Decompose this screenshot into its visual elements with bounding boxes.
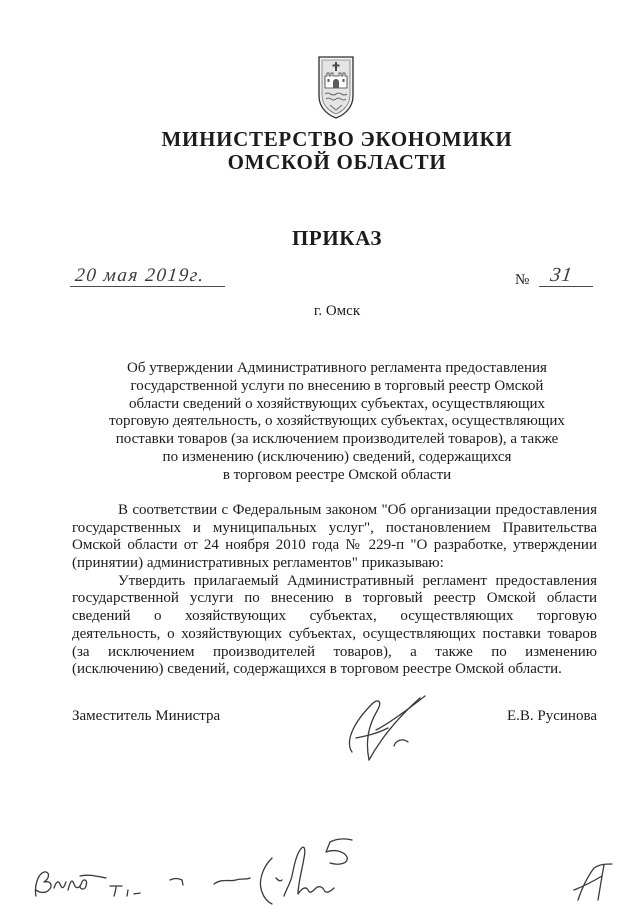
body-line: (за исключением производителей товаров), а также по изменению bbox=[72, 643, 597, 660]
initials-mark bbox=[214, 878, 250, 884]
date-underline bbox=[70, 286, 225, 287]
body-line: государственных и муниципальных услуг", постановлением Правительства bbox=[72, 519, 597, 536]
initials-mark bbox=[35, 872, 51, 896]
body-line: сведений о хозяйствующих субъектах, осуществляющих торговую bbox=[72, 608, 597, 625]
initials-mark bbox=[54, 882, 66, 888]
body-line: деятельность, о хозяйствующих субъектах, осуществляющих поставки товаров bbox=[72, 625, 597, 642]
initials-mark bbox=[80, 875, 106, 878]
handwritten-signature bbox=[336, 688, 428, 768]
coat-of-arms-icon bbox=[316, 54, 356, 120]
ministry-name-line-2: ОМСКОЙ ОБЛАСТИ bbox=[227, 150, 447, 174]
document-city: г. Омск bbox=[313, 303, 361, 319]
ministry-name-line-1: МИНИСТЕРСТВО ЭКОНОМИКИ bbox=[161, 127, 513, 151]
initials-mark bbox=[110, 886, 140, 896]
title-line: торговую деятельность, о хозяйствующих субъектах, осуществляющих bbox=[109, 413, 565, 430]
signature-stroke bbox=[394, 740, 408, 746]
initials-mark bbox=[284, 847, 334, 896]
body-line: (исключению) сведений, содержащихся в торговом реестре Омской области. bbox=[72, 661, 562, 678]
signatory-position: Заместитель Министра bbox=[72, 708, 221, 724]
signature-stroke bbox=[376, 696, 425, 730]
document-type-title: ПРИКАЗ bbox=[291, 226, 383, 250]
initials-mark bbox=[326, 839, 352, 864]
order-body bbox=[72, 502, 597, 679]
title-line: Об утверждении Административного регламента предоставления bbox=[127, 360, 547, 376]
body-line: (принятии) административных регламентов" приказываю: bbox=[72, 555, 444, 572]
title-line: поставки товаров (за исключением производителей товаров), а также bbox=[115, 431, 559, 448]
body-line: Утвердить прилагаемый Административный регламент предоставления bbox=[118, 572, 597, 589]
initials-mark bbox=[276, 878, 282, 881]
document-number: 31 bbox=[549, 264, 575, 286]
fortress-gate bbox=[333, 79, 339, 88]
title-line: государственной услуги по внесению в торговый реестр Омской bbox=[130, 377, 544, 394]
body-paragraph-2 bbox=[72, 573, 597, 679]
body-line: В соответствии с Федеральным законом "Об организации предоставления bbox=[118, 502, 597, 518]
body-line: государственной услуги по внесению в торговый реестр Омской области bbox=[72, 590, 597, 607]
document-number-label: № bbox=[515, 272, 530, 288]
signature-stroke bbox=[356, 728, 388, 738]
initials-mark bbox=[170, 879, 183, 886]
signature-stroke bbox=[349, 701, 379, 760]
title-line: в торговом реестре Омской области bbox=[222, 466, 452, 483]
signature-block bbox=[72, 708, 597, 726]
bottom-handwritten-marks bbox=[0, 830, 640, 905]
title-line: области сведений о хозяйствующих субъектах, осуществляющих bbox=[128, 395, 546, 412]
initials-mark bbox=[574, 864, 612, 900]
body-paragraph-1 bbox=[72, 502, 597, 573]
document-date: 20 мая 2019г. bbox=[74, 265, 206, 286]
initials-mark bbox=[68, 880, 87, 890]
ministry-heading bbox=[72, 128, 602, 174]
title-line: по изменению (исключению) сведений, содержащихся bbox=[162, 448, 512, 465]
body-line: Омской области от 24 ноября 2010 года № 229-п "О разработке, утверждении bbox=[72, 537, 597, 554]
order-subject-title bbox=[72, 360, 602, 485]
initials-mark bbox=[260, 858, 272, 904]
signatory-name: Е.В. Русинова bbox=[506, 708, 597, 724]
number-underline bbox=[539, 286, 593, 287]
